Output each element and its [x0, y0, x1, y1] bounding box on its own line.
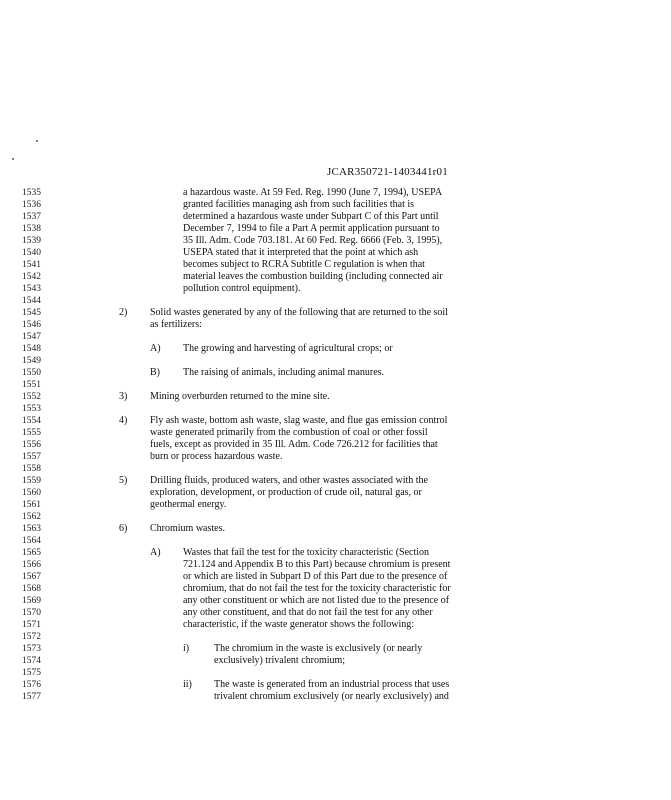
- line-number: 1543: [22, 284, 41, 294]
- line-text: exploration, development, or production of crude oil, natural gas, or: [150, 487, 422, 498]
- speck-mark: [36, 140, 38, 142]
- line-number: 1563: [22, 524, 41, 534]
- line-text: trivalent chromium exclusively (or nearly exclusively) and: [214, 691, 449, 702]
- line-text: 6): [119, 523, 128, 534]
- line-text: The raising of animals, including animal manures.: [183, 367, 385, 378]
- line-text: chromium, that do not fail the test for the toxicity characteristic for: [183, 583, 451, 594]
- line-text: December 7, 1994 to file a Part A permit application pursuant to: [183, 223, 440, 234]
- line-text: Solid wastes generated by any of the following that are returned to the soil: [150, 307, 448, 318]
- line-text: Fly ash waste, bottom ash waste, slag waste, and flue gas emission control: [150, 415, 448, 426]
- line-number: 1572: [22, 632, 41, 642]
- line-number: 1538: [22, 224, 41, 234]
- line-number: 1556: [22, 440, 41, 450]
- line-text: A): [150, 547, 161, 558]
- line-number: 1574: [22, 656, 41, 666]
- line-text: burn or process hazardous waste.: [150, 451, 283, 462]
- line-number: 1567: [22, 572, 41, 582]
- line-number: 1537: [22, 212, 41, 222]
- line-number: 1557: [22, 452, 41, 462]
- document-header-id: JCAR350721-1403441r01: [327, 166, 448, 178]
- line-text: 721.124 and Appendix B to this Part) because chromium is present: [183, 559, 451, 570]
- line-number: 1561: [22, 500, 41, 510]
- line-text: exclusively) trivalent chromium;: [214, 655, 346, 666]
- line-text: 5): [119, 475, 128, 486]
- line-text: The chromium in the waste is exclusively (or nearly: [214, 643, 423, 654]
- line-number: 1573: [22, 644, 41, 654]
- line-text: The waste is generated from an industrial process that uses: [214, 679, 450, 690]
- line-number: 1553: [22, 404, 41, 414]
- line-number: 1559: [22, 476, 41, 486]
- line-number: 1575: [22, 668, 41, 678]
- line-number: 1545: [22, 308, 41, 318]
- line-number: 1547: [22, 332, 41, 342]
- line-number: 1569: [22, 596, 41, 606]
- line-text: granted facilities managing ash from such facilities that is: [183, 199, 415, 210]
- line-number: 1548: [22, 344, 41, 354]
- line-text: A): [150, 343, 161, 354]
- line-text: 3): [119, 391, 128, 402]
- line-number: 1577: [22, 692, 41, 702]
- line-text: or which are listed in Subpart D of this Part due to the presence of: [183, 571, 448, 582]
- line-number: 1544: [22, 296, 41, 306]
- line-number: 1546: [22, 320, 41, 330]
- line-number: 1554: [22, 416, 41, 426]
- line-number: 1551: [22, 380, 41, 390]
- line-text: USEPA stated that it interpreted that the point at which ash: [183, 247, 419, 258]
- line-text: any other constituent or which are not listed due to the presence of: [183, 595, 450, 606]
- line-text: Drilling fluids, produced waters, and other wastes associated with the: [150, 475, 428, 486]
- line-text: 2): [119, 307, 128, 318]
- line-text: waste generated primarily from the combustion of coal or other fossil: [150, 427, 428, 438]
- speck-mark: [12, 158, 14, 160]
- line-number: 1558: [22, 464, 41, 474]
- line-number: 1568: [22, 584, 41, 594]
- line-number: 1562: [22, 512, 41, 522]
- line-number: 1536: [22, 200, 41, 210]
- line-text: pollution control equipment).: [183, 283, 301, 294]
- line-text: Wastes that fail the test for the toxicity characteristic (Section: [183, 547, 430, 558]
- line-text: becomes subject to RCRA Subtitle C regulation is when that: [183, 259, 425, 270]
- line-number: 1571: [22, 620, 41, 630]
- line-number: 1542: [22, 272, 41, 282]
- line-text: Mining overburden returned to the mine site.: [150, 391, 330, 402]
- line-text: i): [183, 643, 190, 654]
- line-text: any other constituent, and that do not fail the test for any other: [183, 607, 433, 618]
- line-text: fuels, except as provided in 35 Ill. Adm. Code 726.212 for facilities that: [150, 439, 438, 450]
- line-number: 1566: [22, 560, 41, 570]
- line-text: 4): [119, 415, 128, 426]
- line-text: B): [150, 367, 160, 378]
- line-number: 1550: [22, 368, 41, 378]
- line-number: 1555: [22, 428, 41, 438]
- line-number: 1552: [22, 392, 41, 402]
- line-number: 1565: [22, 548, 41, 558]
- line-text: geothermal energy.: [150, 499, 227, 510]
- line-text: ii): [183, 679, 192, 690]
- line-number: 1576: [22, 680, 41, 690]
- line-number: 1539: [22, 236, 41, 246]
- line-text: characteristic, if the waste generator shows the following:: [183, 619, 415, 630]
- line-number: 1535: [22, 188, 41, 198]
- line-text: as fertilizers:: [150, 319, 202, 330]
- line-text: Chromium wastes.: [150, 523, 225, 534]
- line-text: a hazardous waste. At 59 Fed. Reg. 1990 (June 7, 1994), USEPA: [183, 187, 443, 198]
- line-number: 1549: [22, 356, 41, 366]
- line-number: 1570: [22, 608, 41, 618]
- line-number: 1564: [22, 536, 41, 546]
- line-number: 1541: [22, 260, 41, 270]
- line-text: 35 Ill. Adm. Code 703.181. At 60 Fed. Reg. 6666 (Feb. 3, 1995),: [183, 235, 443, 246]
- line-text: determined a hazardous waste under Subpart C of this Part until: [183, 211, 439, 222]
- line-text: material leaves the combustion building (including connected air: [183, 271, 443, 282]
- line-text: The growing and harvesting of agricultural crops; or: [183, 343, 393, 354]
- line-number: 1560: [22, 488, 41, 498]
- line-number: 1540: [22, 248, 41, 258]
